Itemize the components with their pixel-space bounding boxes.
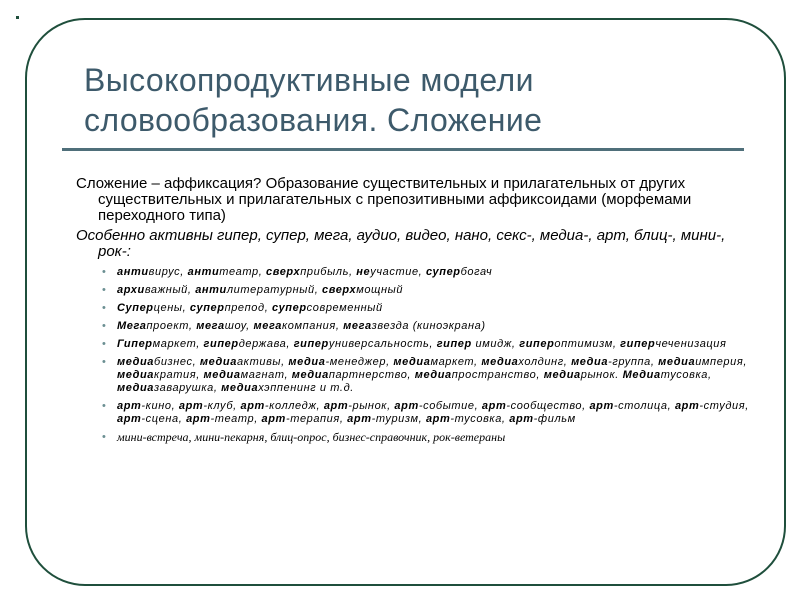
example-text	[117, 320, 486, 332]
affixoid: медиа	[288, 356, 326, 368]
word-stem: -театр,	[210, 413, 262, 425]
affixoid: Мега	[117, 320, 147, 332]
bullet-icon: •	[102, 338, 106, 350]
word-stem: магнат,	[240, 369, 292, 381]
word-stem: -колледж,	[264, 400, 324, 412]
affixoid: анти	[195, 284, 227, 296]
affixoid: арт	[425, 413, 451, 425]
example-item	[102, 356, 756, 395]
intro-paragraph: Сложение – аффиксация? Образование существительных и прилагательных от других существительных и прилагательных с препозитивными аффиксоидами (морфемами переходного типа)	[76, 175, 692, 224]
affixoid: медиа	[658, 356, 696, 368]
word-stem: заварушка,	[154, 382, 222, 394]
word-stem: цены,	[153, 302, 190, 314]
word-stem: шоу,	[224, 320, 254, 332]
affixoid: супер	[272, 302, 307, 314]
affixoid: медиа	[117, 356, 155, 368]
affixoid: мега	[196, 320, 225, 332]
example-text	[117, 284, 403, 296]
affixoid: мега	[253, 320, 282, 332]
word-stem: важный,	[144, 284, 196, 296]
title-underline	[62, 148, 744, 151]
word-stem: -студия,	[699, 400, 749, 412]
affixoid: сверх	[322, 284, 357, 296]
affixoid: арт	[117, 400, 142, 412]
bullet-icon: •	[102, 284, 106, 296]
word-stem: -сообщество,	[506, 400, 590, 412]
example-item	[102, 284, 756, 297]
affixoid: медиа	[199, 356, 237, 368]
affixoid: медиа	[291, 369, 329, 381]
word-stem: -клуб,	[203, 400, 241, 412]
affixoid: Медиа	[622, 369, 661, 381]
word-stem: пространство,	[451, 369, 544, 381]
word-stem: литературный,	[226, 284, 323, 296]
word-stem: -менеджер,	[325, 356, 394, 368]
example-text	[117, 400, 749, 425]
word-stem: препод,	[224, 302, 273, 314]
affixoid: гипер	[203, 338, 239, 350]
word-stem: прибыль,	[300, 266, 357, 278]
word-stem: мини-встреча, мини-пекарня, блиц-опрос, бизнес-справочник, рок-ветераны	[117, 430, 506, 444]
example-text	[117, 430, 505, 444]
word-stem: маркет,	[430, 356, 482, 368]
affixoid: арт	[394, 400, 419, 412]
example-item	[102, 338, 756, 351]
word-stem: чеченизация	[655, 338, 727, 350]
slide-content	[76, 176, 756, 450]
word-stem: активы,	[236, 356, 289, 368]
affixoid: медиа	[414, 369, 452, 381]
example-text	[117, 338, 727, 350]
word-stem: -группа,	[608, 356, 659, 368]
word-stem: универсальность,	[328, 338, 437, 350]
word-stem: вирус,	[148, 266, 188, 278]
affixoid: арт	[117, 413, 142, 425]
affixoid: гипер	[293, 338, 329, 350]
bullet-icon: •	[102, 356, 106, 368]
affixoid: медиа	[393, 356, 431, 368]
bullet-icon: •	[102, 320, 106, 332]
affixoid: Супер	[117, 302, 154, 314]
word-stem: компания,	[281, 320, 344, 332]
affixoid: гипер	[519, 338, 555, 350]
affixoid: не	[356, 266, 371, 278]
word-stem: мощный	[356, 284, 404, 296]
active-affixoids-paragraph: Особенно активны гипер, супер, мега, аудио, видео, нано, секс-, медиа-, арт, блиц-, мини-, рок-:	[76, 227, 726, 260]
affixoid: арт	[481, 400, 507, 412]
word-stem: -тусовка,	[450, 413, 510, 425]
examples-list	[76, 266, 756, 445]
word-stem: холдинг,	[518, 356, 572, 368]
word-stem: оптимизм,	[554, 338, 621, 350]
affixoid: сверх	[266, 266, 301, 278]
word-stem: -кино,	[141, 400, 179, 412]
example-text	[117, 302, 383, 314]
word-stem: -терапия,	[285, 413, 348, 425]
affixoid: медиа	[117, 382, 155, 394]
affixoid: гипер	[620, 338, 656, 350]
affixoid: арт	[240, 400, 265, 412]
affixoid: медиа	[571, 356, 609, 368]
word-stem: -событие,	[418, 400, 482, 412]
affixoid: арт	[323, 400, 349, 412]
example-text	[117, 266, 492, 278]
bullet-icon: •	[102, 266, 106, 278]
affixoid: Гипер	[117, 338, 153, 350]
affixoid: супер	[189, 302, 225, 314]
affixoid: супер	[425, 266, 461, 278]
word-stem: -сцена,	[141, 413, 187, 425]
affixoid: арт	[674, 400, 700, 412]
example-item	[102, 320, 756, 333]
affixoid: медиа	[543, 369, 581, 381]
word-stem: -фильм	[533, 413, 576, 425]
example-text	[117, 356, 747, 394]
bullet-icon: •	[102, 431, 106, 443]
word-stem: партнерство,	[328, 369, 415, 381]
word-stem: тусовка,	[660, 369, 712, 381]
bullet-icon: •	[102, 400, 106, 412]
affixoid: арт	[347, 413, 372, 425]
word-stem: современный	[306, 302, 383, 314]
word-stem: кратия,	[154, 369, 204, 381]
affixoid: архи	[117, 284, 145, 296]
word-stem: -рынок,	[348, 400, 395, 412]
affixoid: арт	[261, 413, 286, 425]
affixoid: арт	[509, 413, 534, 425]
word-stem: участие,	[370, 266, 426, 278]
affixoid: мега	[343, 320, 372, 332]
word-stem: имидж,	[471, 338, 520, 350]
corner-dot	[16, 16, 19, 19]
affixoid: арт	[589, 400, 614, 412]
word-stem: богач	[460, 266, 493, 278]
affixoid: анти	[187, 266, 220, 278]
bullet-icon: •	[102, 302, 106, 314]
affixoid: медиа	[481, 356, 519, 368]
affixoid: арт	[178, 400, 204, 412]
example-item	[102, 266, 756, 279]
affixoid: медиа	[221, 382, 259, 394]
word-stem: театр,	[219, 266, 267, 278]
affixoid: гипер	[436, 338, 472, 350]
slide-title: Высокопродуктивные модели словообразования. Сложение	[84, 62, 543, 138]
affixoid: анти	[117, 266, 149, 278]
word-stem: маркет,	[152, 338, 204, 350]
word-stem: империя,	[695, 356, 748, 368]
affixoid: медиа	[117, 369, 155, 381]
word-stem: проект,	[146, 320, 197, 332]
example-item	[102, 430, 756, 445]
word-stem: хэппенинг и т.д.	[258, 382, 354, 394]
word-stem: бизнес,	[154, 356, 200, 368]
word-stem: держава,	[238, 338, 294, 350]
word-stem: -туризм,	[371, 413, 426, 425]
example-item	[102, 400, 756, 426]
word-stem: звезда (киноэкрана)	[371, 320, 486, 332]
affixoid: медиа	[203, 369, 241, 381]
affixoid: арт	[186, 413, 211, 425]
word-stem: -столица,	[613, 400, 675, 412]
word-stem: рынок.	[580, 369, 623, 381]
example-item	[102, 302, 756, 315]
